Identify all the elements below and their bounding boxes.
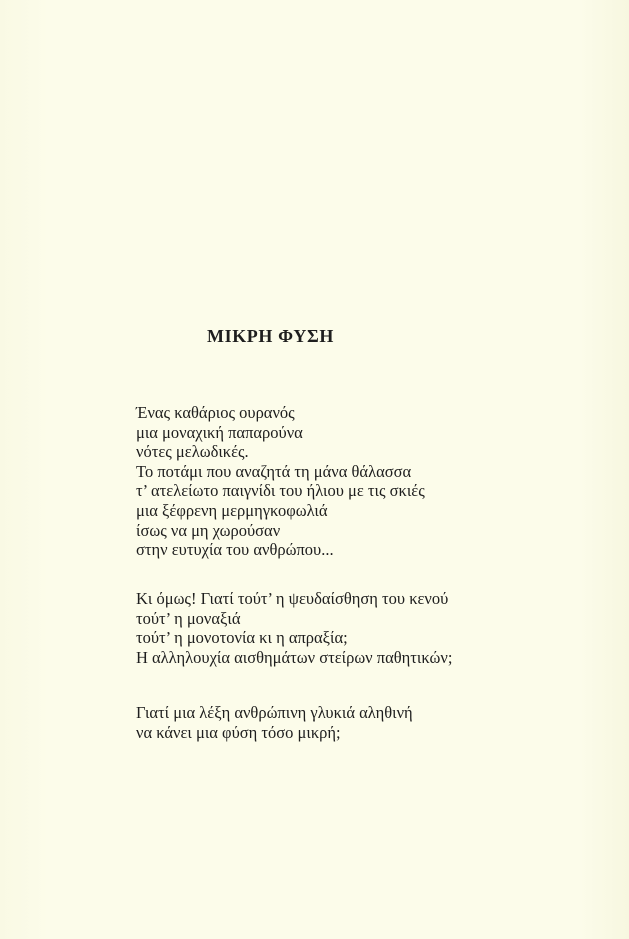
poem-line: Κι όμως! Γιατί τούτ’ η ψευδαίσθηση του κενού (136, 589, 449, 608)
poem-line: ίσως να μη χωρούσαν (136, 520, 281, 540)
poem-line: στην ευτυχία του ανθρώπου... (136, 540, 334, 560)
stanza-2 (136, 589, 452, 667)
poem-line: Το ποτάμι που αναζητά τη μάνα θάλασσα (136, 461, 412, 481)
poem-line: τούτ’ η μοναξιά (136, 608, 241, 628)
poem-line: τ’ ατελείωτο παιγνίδι του ήλιου με τις σκιές (136, 481, 425, 501)
poem-line: Η αλληλουχία αισθημάτων στείρων παθητικών; (136, 647, 453, 667)
poem-line: Ένας καθάριος ουρανός (136, 403, 295, 422)
poem-line: μια ξέφρενη μερμηγκοφωλιά (136, 500, 328, 520)
poem-title: ΜΙΚΡΗ ΦΥΣΗ (207, 326, 334, 346)
stanza-3 (136, 703, 413, 742)
poem-line: τούτ’ η μονοτονία κι η απραξία; (136, 628, 348, 648)
stanza-1 (136, 403, 425, 560)
poem-line: Γιατί μια λέξη ανθρώπινη γλυκιά αληθινή (136, 703, 413, 722)
poem-line: να κάνει μια φύση τόσο μικρή; (136, 722, 341, 742)
poem-line: μια μοναχική παπαρούνα (136, 422, 303, 442)
poem-line: νότες μελωδικές. (136, 442, 249, 462)
